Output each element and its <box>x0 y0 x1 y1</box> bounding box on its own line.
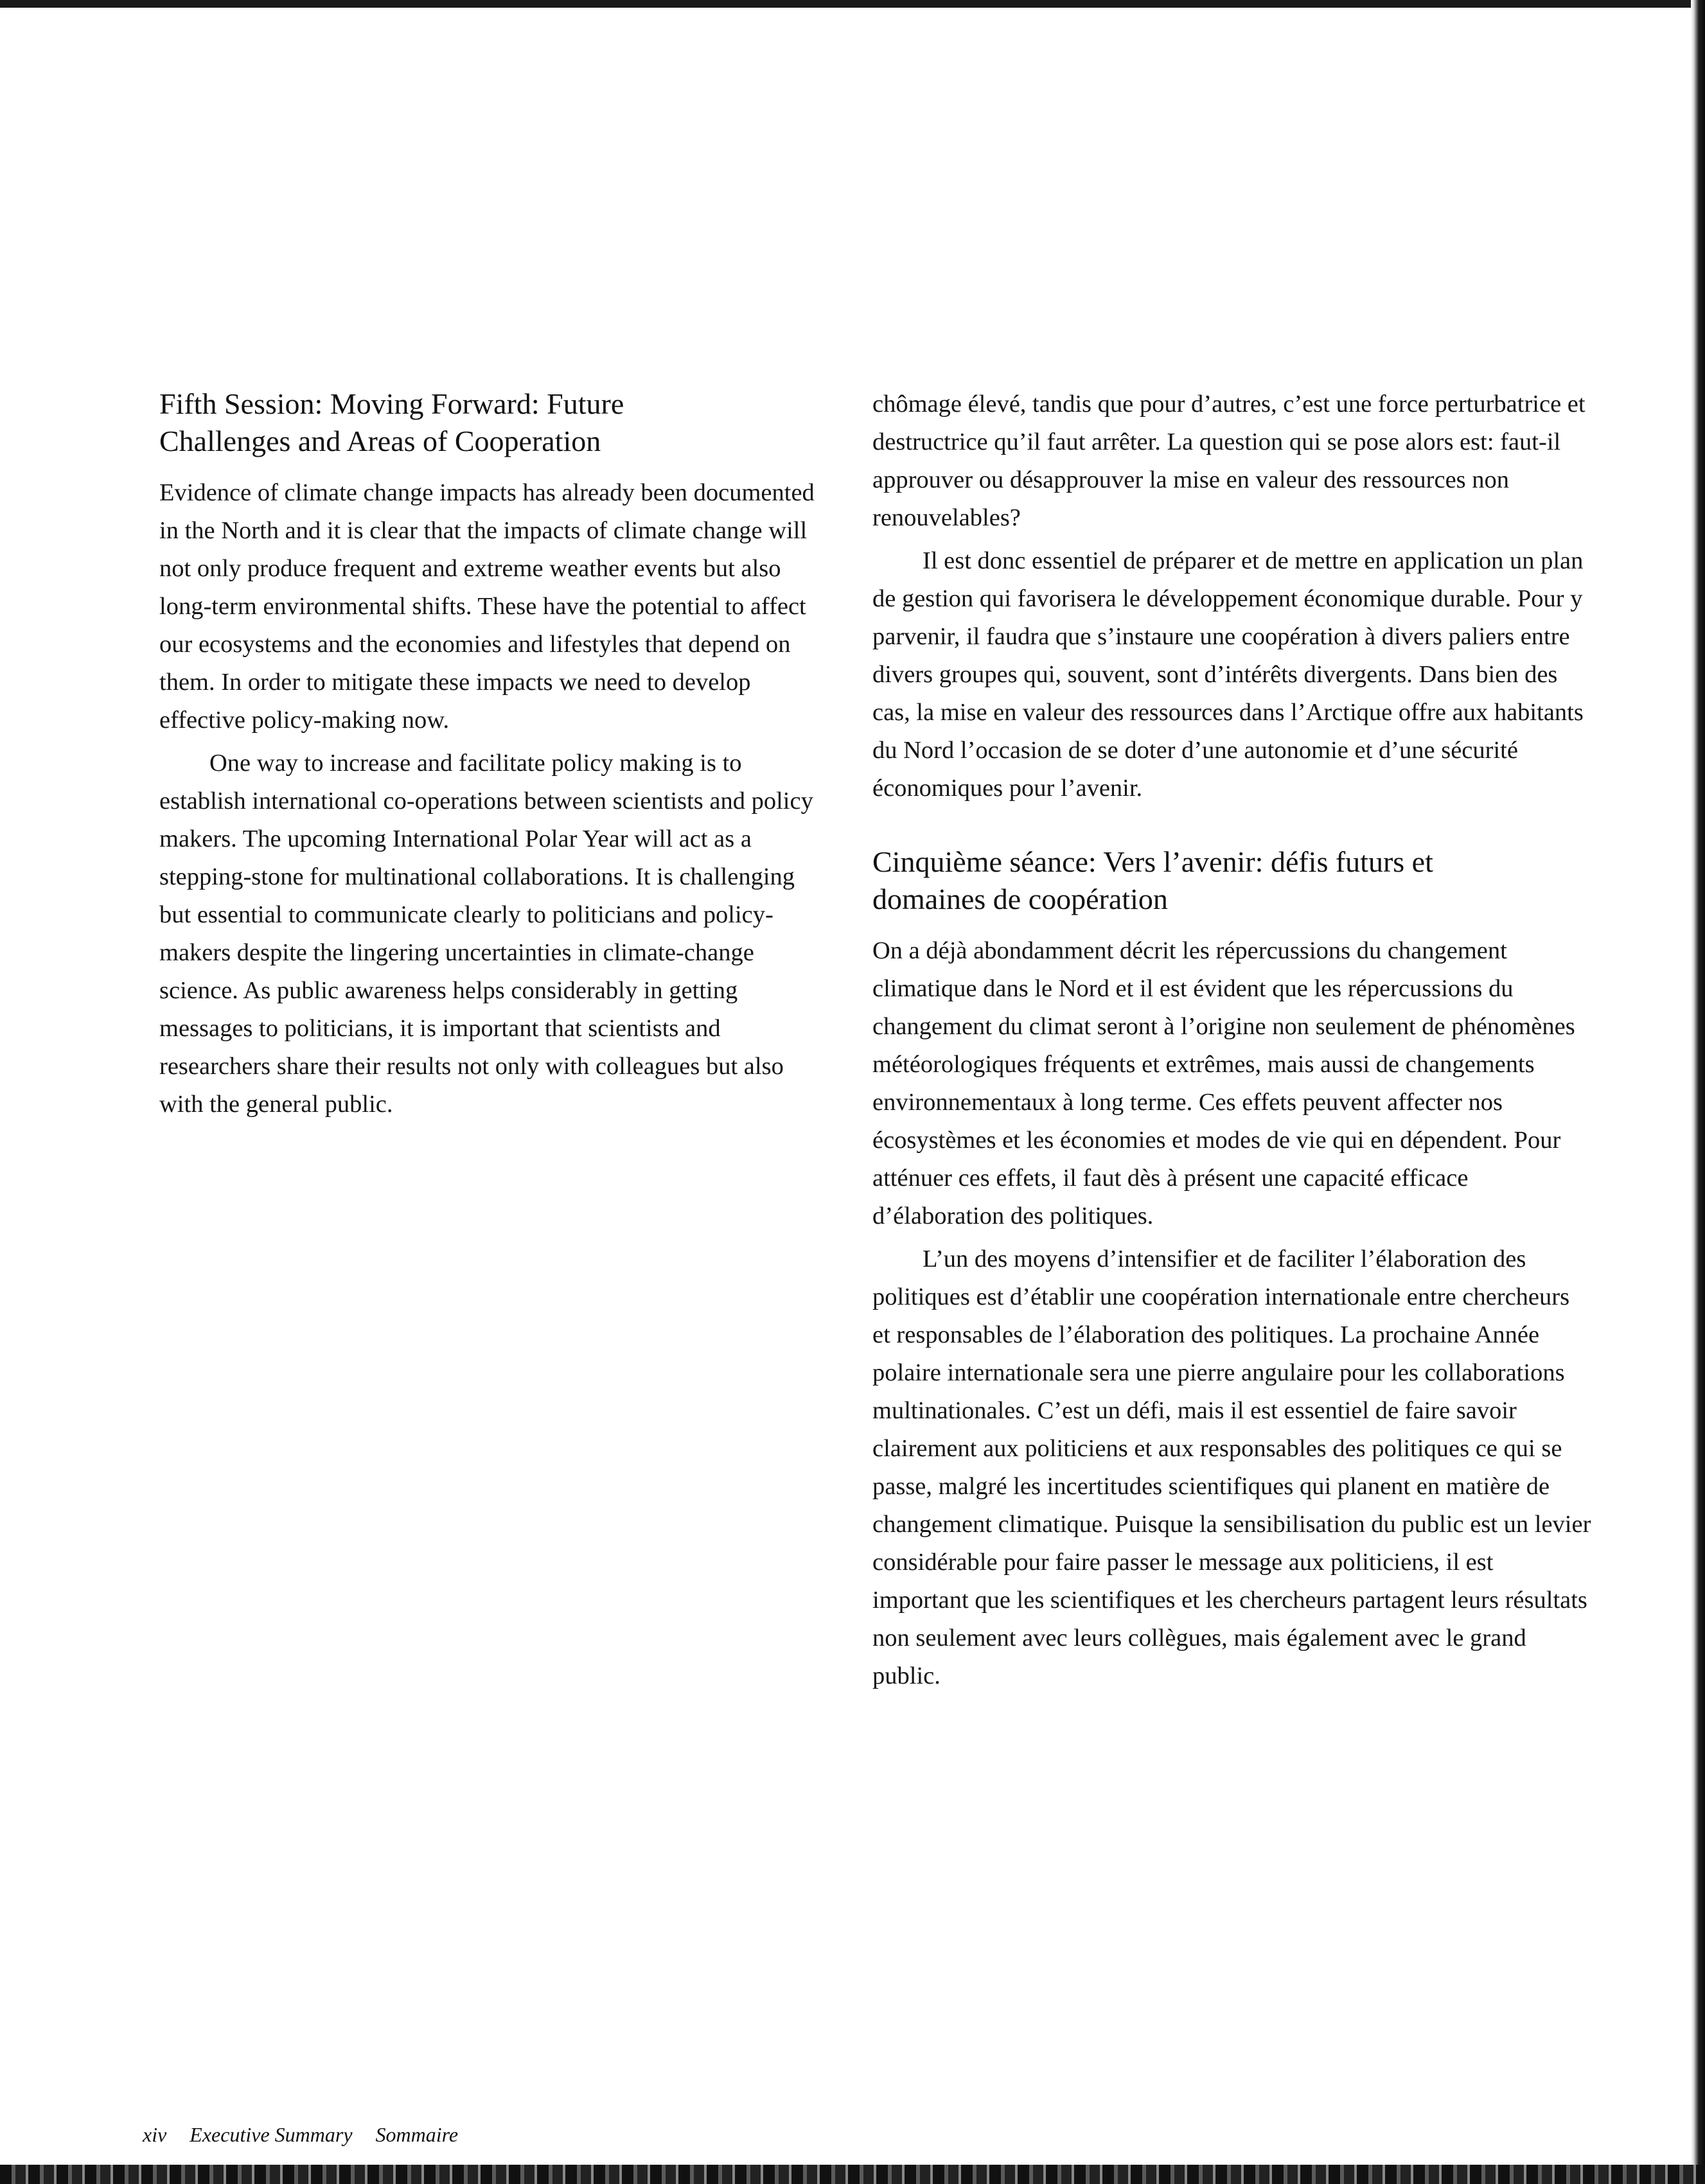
footer-title-fr: Sommaire <box>375 2123 459 2146</box>
paragraph-en-2: One way to increase and facilitate policy making is to establish international co-operations between scientists and policy makers. The upcoming International Polar Year will act as a stepping-stone for multinational collaborations. It is challenging but essential to communicate clearly to politicians and policy-makers despite the lingering uncertainties in climate-change science. As public awareness helps considerably in getting messages to politicians, it is important that scientists and researchers share their results not only with colleagues but also with the general public. <box>159 750 813 1118</box>
right-column <box>872 385 1592 1695</box>
paragraph-en-1: Evidence of climate change impacts has already been documented in the North and it is clear that the impacts of climate change will not only produce frequent and extreme weather events but also long-term environmental shifts. These have the potential to affect our ecosystems and the economies and lifestyles that depend on them. In order to mitigate these impacts we need to develop effective policy-making now. <box>159 479 815 734</box>
paragraph-fr-continued: chômage élevé, tandis que pour d’autres, c’est une force perturbatrice et destructrice qu’il faut arrêter. La question qui se pose alors est: faut-il approuver ou désapprouver la mise en valeur des ressources non renouvelables? <box>872 391 1586 531</box>
left-column <box>159 385 815 1123</box>
section-heading-fr <box>872 843 1592 918</box>
heading-line-1: Fifth Session: Moving Forward: Future <box>159 387 624 420</box>
paragraph-fr-3: On a déjà abondamment décrit les répercussions du changement climatique dans le Nord et il est évident que les répercussions du changement du climat seront à l’origine non seulement de phénomènes météorologiques fréquents et extrêmes, mais aussi de changements environnementaux à long terme. Ces effets peuvent affecter nos écosystèmes et les économies et modes de vie qui en dépendent. Pour atténuer ces effets, il faut dès à présent une capacité efficace d’élaboration des politiques. <box>872 937 1575 1229</box>
section-heading-en <box>159 385 815 460</box>
heading-fr-line-1: Cinquième séance: Vers l’avenir: défis futurs et <box>872 845 1433 878</box>
scan-edge-right <box>1691 0 1705 2184</box>
page-footer <box>143 2123 476 2147</box>
heading-line-2: Challenges and Areas of Cooperation <box>159 425 601 457</box>
scan-edge-top <box>0 0 1705 8</box>
heading-fr-line-2: domaines de coopération <box>872 883 1168 915</box>
scan-edge-bottom <box>0 2165 1705 2184</box>
paragraph-fr-2: Il est donc essentiel de préparer et de mettre en application un plan de gestion qui favorisera le développement économique durable. Pour y parvenir, il faudra que s’instaure une coopération à divers paliers entre divers groupes qui, souvent, sont d’intérêts divergents. Dans bien des cas, la mise en valeur des ressources dans l’Arctique offre aux habitants du Nord l’occasion de se doter d’une autonomie et d’une sécurité économiques pour l’avenir. <box>872 547 1584 802</box>
page-number: xiv <box>143 2123 167 2146</box>
footer-title-en: Executive Summary <box>190 2123 353 2146</box>
paragraph-fr-4: L’un des moyens d’intensifier et de faciliter l’élaboration des politiques est d’établir une coopération internationale entre chercheurs et responsables de l’élaboration des politiques. La prochaine Année polaire internationale sera une pierre angulaire pour les collaborations multinationales. C’est un défi, mais il est essentiel de faire savoir clairement aux politiciens et aux responsables des politiques ce qui se passe, malgré les incertitudes scientifiques qui planent en matière de changement climatique. Puisque la sensibilisation du public est un levier considérable pour faire passer le message aux politiciens, il est important que les scientifiques et les chercheurs partagent leurs résultats non seulement avec leurs collègues, mais également avec le grand public. <box>872 1246 1591 1689</box>
